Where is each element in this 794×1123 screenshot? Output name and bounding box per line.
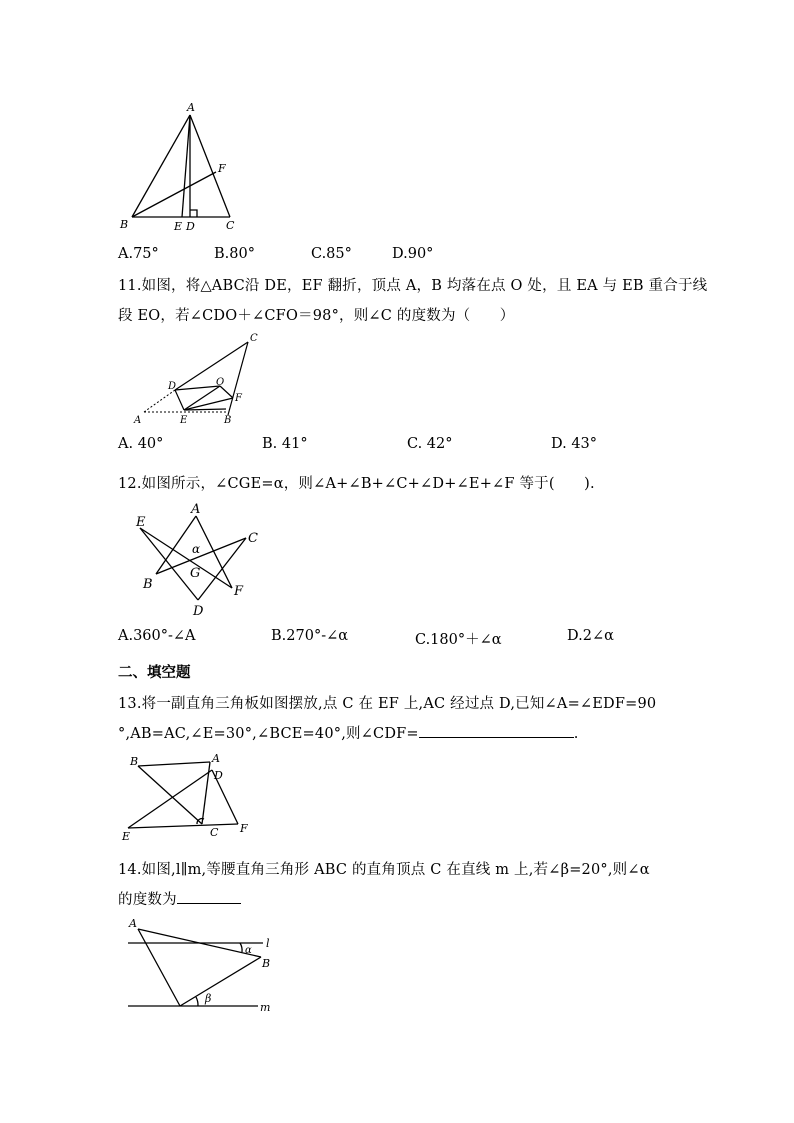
q11-label-f: F bbox=[235, 393, 242, 404]
q10-option-a: A.75° bbox=[118, 246, 159, 262]
q13-label-e: E bbox=[122, 830, 131, 843]
q11-label-a: A bbox=[134, 415, 142, 426]
q11-label-o: O bbox=[216, 377, 225, 388]
q10-label-b: B bbox=[120, 218, 129, 231]
q11-label-d: D bbox=[168, 381, 177, 392]
q10-label-d: D bbox=[186, 220, 195, 233]
q14-text-line1: 14.如图,l∥m,等腰直角三角形 ABC 的直角顶点 C 在直线 m 上,若∠β=20°,则∠α bbox=[118, 862, 650, 878]
q12-star-diagram bbox=[122, 500, 272, 620]
q13-answer-blank bbox=[419, 723, 574, 738]
q10-option-d: D.90° bbox=[392, 246, 434, 262]
q14-label-b: B bbox=[262, 957, 271, 970]
q12-text-line1: 12.如图所示，∠CGE=α，则∠A+∠B+∠C+∠D+∠E+∠F 等于( ). bbox=[118, 476, 595, 492]
q13-text-line2-end: . bbox=[573, 726, 579, 742]
q13-text-line2-body: °,AB=AC,∠E=30°,∠BCE=40°,则∠CDF= bbox=[118, 726, 419, 742]
section-heading-fill-in: 二、填空题 bbox=[118, 665, 191, 681]
q11-label-e: E bbox=[180, 415, 188, 426]
q13-label-f: F bbox=[240, 822, 248, 835]
q10-label-f: F bbox=[218, 162, 226, 175]
q14-text-line2 bbox=[118, 888, 241, 909]
q14-parallel-lines-diagram bbox=[118, 913, 278, 1018]
q12-option-d: D.2∠α bbox=[567, 628, 614, 644]
q11-option-a: A. 40° bbox=[118, 436, 164, 452]
q13-label-a: A bbox=[212, 752, 220, 765]
q13-label-c: C bbox=[210, 826, 219, 839]
q10-label-e: E bbox=[174, 220, 183, 233]
q13-set-squares-diagram bbox=[118, 752, 258, 844]
q12-label-e: E bbox=[136, 515, 146, 530]
q12-figure bbox=[122, 500, 272, 620]
q14-label-a: A bbox=[129, 917, 137, 930]
q14-answer-blank bbox=[177, 889, 241, 904]
q10-figure bbox=[112, 100, 252, 235]
q12-label-f: F bbox=[234, 584, 244, 599]
q12-label-alpha: α bbox=[192, 542, 201, 556]
q12-option-b: B.270°-∠α bbox=[271, 628, 349, 644]
q12-label-d: D bbox=[193, 604, 204, 619]
q11-option-b: B. 41° bbox=[262, 436, 308, 452]
q11-fold-diagram bbox=[130, 330, 260, 430]
q11-option-c: C. 42° bbox=[407, 436, 453, 452]
q11-figure bbox=[130, 330, 260, 430]
q11-label-b: B bbox=[224, 415, 232, 426]
q10-label-a: A bbox=[187, 101, 195, 114]
q13-figure bbox=[118, 752, 258, 844]
q14-figure bbox=[118, 913, 278, 1018]
q14-text-line2-body: 的度数为 bbox=[118, 892, 177, 908]
q10-option-c: C.85° bbox=[311, 246, 352, 262]
q12-label-a: A bbox=[191, 502, 201, 517]
q12-label-b: B bbox=[143, 577, 153, 592]
q14-label-beta: β bbox=[205, 992, 212, 1005]
q11-text-line1: 11.如图，将△ABC沿 DE，EF 翻折，顶点 A，B 均落在点 O 处，且 EA 与 EB 重合于线 bbox=[118, 278, 708, 294]
q13-label-d: D bbox=[214, 769, 223, 782]
q14-label-alpha: α bbox=[245, 945, 252, 956]
q10-option-b: B.80° bbox=[214, 246, 255, 262]
q12-option-c: C.180°＋∠α bbox=[415, 632, 502, 648]
q12-label-g: G bbox=[190, 566, 201, 581]
q12-option-a: A.360°-∠A bbox=[118, 628, 196, 644]
q13-text-line1: 13.将一副直角三角板如图摆放,点 C 在 EF 上,AC 经过点 D,已知∠A=∠EDF=90 bbox=[118, 696, 657, 712]
q14-label-m: m bbox=[260, 1001, 271, 1014]
q12-label-c: C bbox=[248, 531, 258, 546]
q10-triangle-diagram bbox=[112, 100, 252, 235]
q10-label-c: C bbox=[226, 219, 235, 232]
q13-text-line2 bbox=[118, 722, 579, 743]
q11-label-c: C bbox=[250, 333, 258, 344]
q14-label-l: l bbox=[266, 937, 270, 950]
q11-text-line2: 段 EO，若∠CDO＋∠CFO＝98°，则∠C 的度数为（ ） bbox=[118, 308, 515, 324]
q11-option-d: D. 43° bbox=[551, 436, 598, 452]
q13-label-b: B bbox=[130, 755, 139, 768]
